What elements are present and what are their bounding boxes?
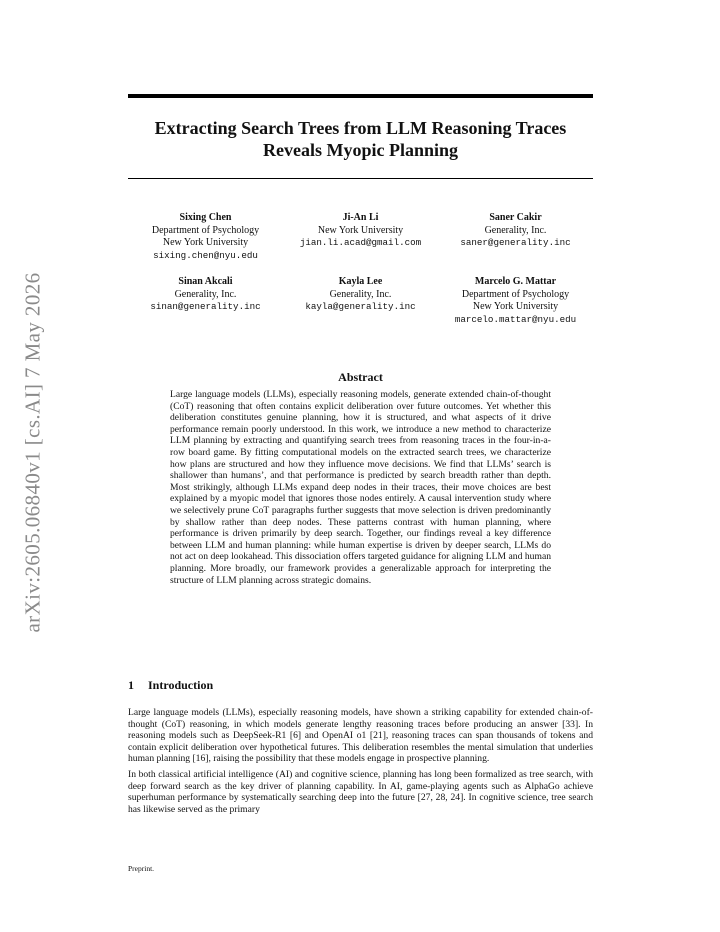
author-affiliation: Department of Psychology bbox=[461, 288, 570, 300]
author-name: Saner Cakir bbox=[489, 212, 542, 223]
author-entry bbox=[128, 276, 283, 326]
paragraph: Large language models (LLMs), especially reasoning models, have shown a striking capability for extended chain-of-thought (CoT) reasoning, in which models generate lengthy reasoning traces before producing an answer [33]. In reasoning models such as DeepSeek-R1 [6] and OpenAI o1 [21], reasoning traces can span thousands of tokens and contain explicit deliberation over hypothetical futures. This deliberation resembles the mental simulation that underlies human planning [16], raising the possibility that these models engage in prospective planning. bbox=[128, 707, 593, 765]
author-email[interactable]: marcelo.mattar@nyu.edu bbox=[454, 313, 577, 325]
arxiv-stamp-text: arXiv:2605.06840v1 [cs.AI] 7 May 2026 bbox=[20, 271, 45, 633]
author-affiliation: Generality, Inc. bbox=[329, 288, 392, 300]
section-number: 1 bbox=[128, 678, 134, 692]
author-entry bbox=[438, 212, 593, 262]
author-email[interactable]: jian.li.acad@gmail.com bbox=[299, 237, 422, 248]
title-rule-bottom bbox=[128, 178, 593, 179]
author-row bbox=[128, 276, 593, 326]
author-email[interactable]: kayla@generality.inc bbox=[305, 301, 416, 312]
paper-title-line1: Extracting Search Trees from LLM Reasoning Traces bbox=[154, 118, 567, 138]
author-email[interactable]: sixing.chen@nyu.edu bbox=[153, 249, 258, 261]
author-name: Kayla Lee bbox=[338, 276, 383, 287]
introduction-body bbox=[128, 707, 593, 819]
title-rule-top bbox=[128, 94, 593, 98]
author-entry bbox=[283, 212, 438, 262]
author-name: Marcelo G. Mattar bbox=[474, 276, 557, 287]
author-affiliation: Department of Psychology bbox=[151, 224, 260, 236]
author-entry bbox=[128, 212, 283, 262]
section-title: Introduction bbox=[148, 678, 214, 692]
abstract-text: Large language models (LLMs), especially reasoning models, generate extended chain-of-thought (CoT) reasoning that often contains explicit deliberation over future outcomes. Yet whether this deliberation constitutes genuine planning, how it is structured, and what aspects of it drive performance remain poorly understood. In this work, we introduce a new method to characterize LLM planning by extracting and quantifying search trees from reasoning traces in the four-in-a-row board game. By fitting computational models on the extracted search trees, we characterize how plans are structured and how they influence move decisions. We find that LLMs’ search is shallower than humans’, and that performance is predicted by search breadth rather than depth. Most strikingly, although LLMs expand deep nodes in their traces, their move choices are best explained by a myopic model that ignores those nodes entirely. A causal intervention study where we selectively prune CoT paragraphs further suggests that move selection is driven predominantly by shallow rather than deep nodes. These patterns contrast with human planning, where performance is driven primarily by deep search. Together, our findings reveal a key difference between LLM and human planning: while human expertise is driven by deeper search, LLMs do not act on deep lookahead. This dissociation offers targeted guidance for aligning LLM and human planning. More broadly, our framework provides a generalizable approach for interpreting the structure of LLM planning across strategic domains. bbox=[170, 389, 551, 586]
section-heading bbox=[128, 678, 213, 693]
author-affiliation: Generality, Inc. bbox=[484, 224, 547, 236]
author-email[interactable]: sinan@generality.inc bbox=[150, 301, 261, 312]
author-name: Sixing Chen bbox=[179, 212, 232, 223]
footer-note: Preprint. bbox=[128, 864, 155, 873]
author-name: Ji-An Li bbox=[342, 212, 379, 223]
abstract-heading: Abstract bbox=[338, 370, 383, 384]
author-affiliation: New York University bbox=[472, 301, 559, 312]
author-entry bbox=[438, 276, 593, 326]
author-affiliation: New York University bbox=[162, 237, 249, 248]
paper-title-line2: Reveals Myopic Planning bbox=[262, 140, 458, 160]
author-name: Sinan Akcali bbox=[178, 276, 233, 287]
arxiv-stamp bbox=[19, 265, 47, 639]
author-row bbox=[128, 212, 593, 262]
author-block bbox=[128, 212, 593, 340]
author-entry bbox=[283, 276, 438, 326]
paper-title bbox=[128, 117, 593, 161]
paragraph: In both classical artificial intelligence (AI) and cognitive science, planning has long been formalized as tree search, with deep forward search as the key driver of planning capability. In AI, game-playing agents such as AlphaGo achieve superhuman performance by systematically searching deep into the future [27, 28, 24]. In cognitive science, tree search has likewise served as the primary bbox=[128, 768, 593, 815]
author-affiliation: Generality, Inc. bbox=[174, 288, 237, 300]
author-affiliation: New York University bbox=[317, 224, 404, 236]
author-email[interactable]: saner@generality.inc bbox=[460, 237, 571, 248]
